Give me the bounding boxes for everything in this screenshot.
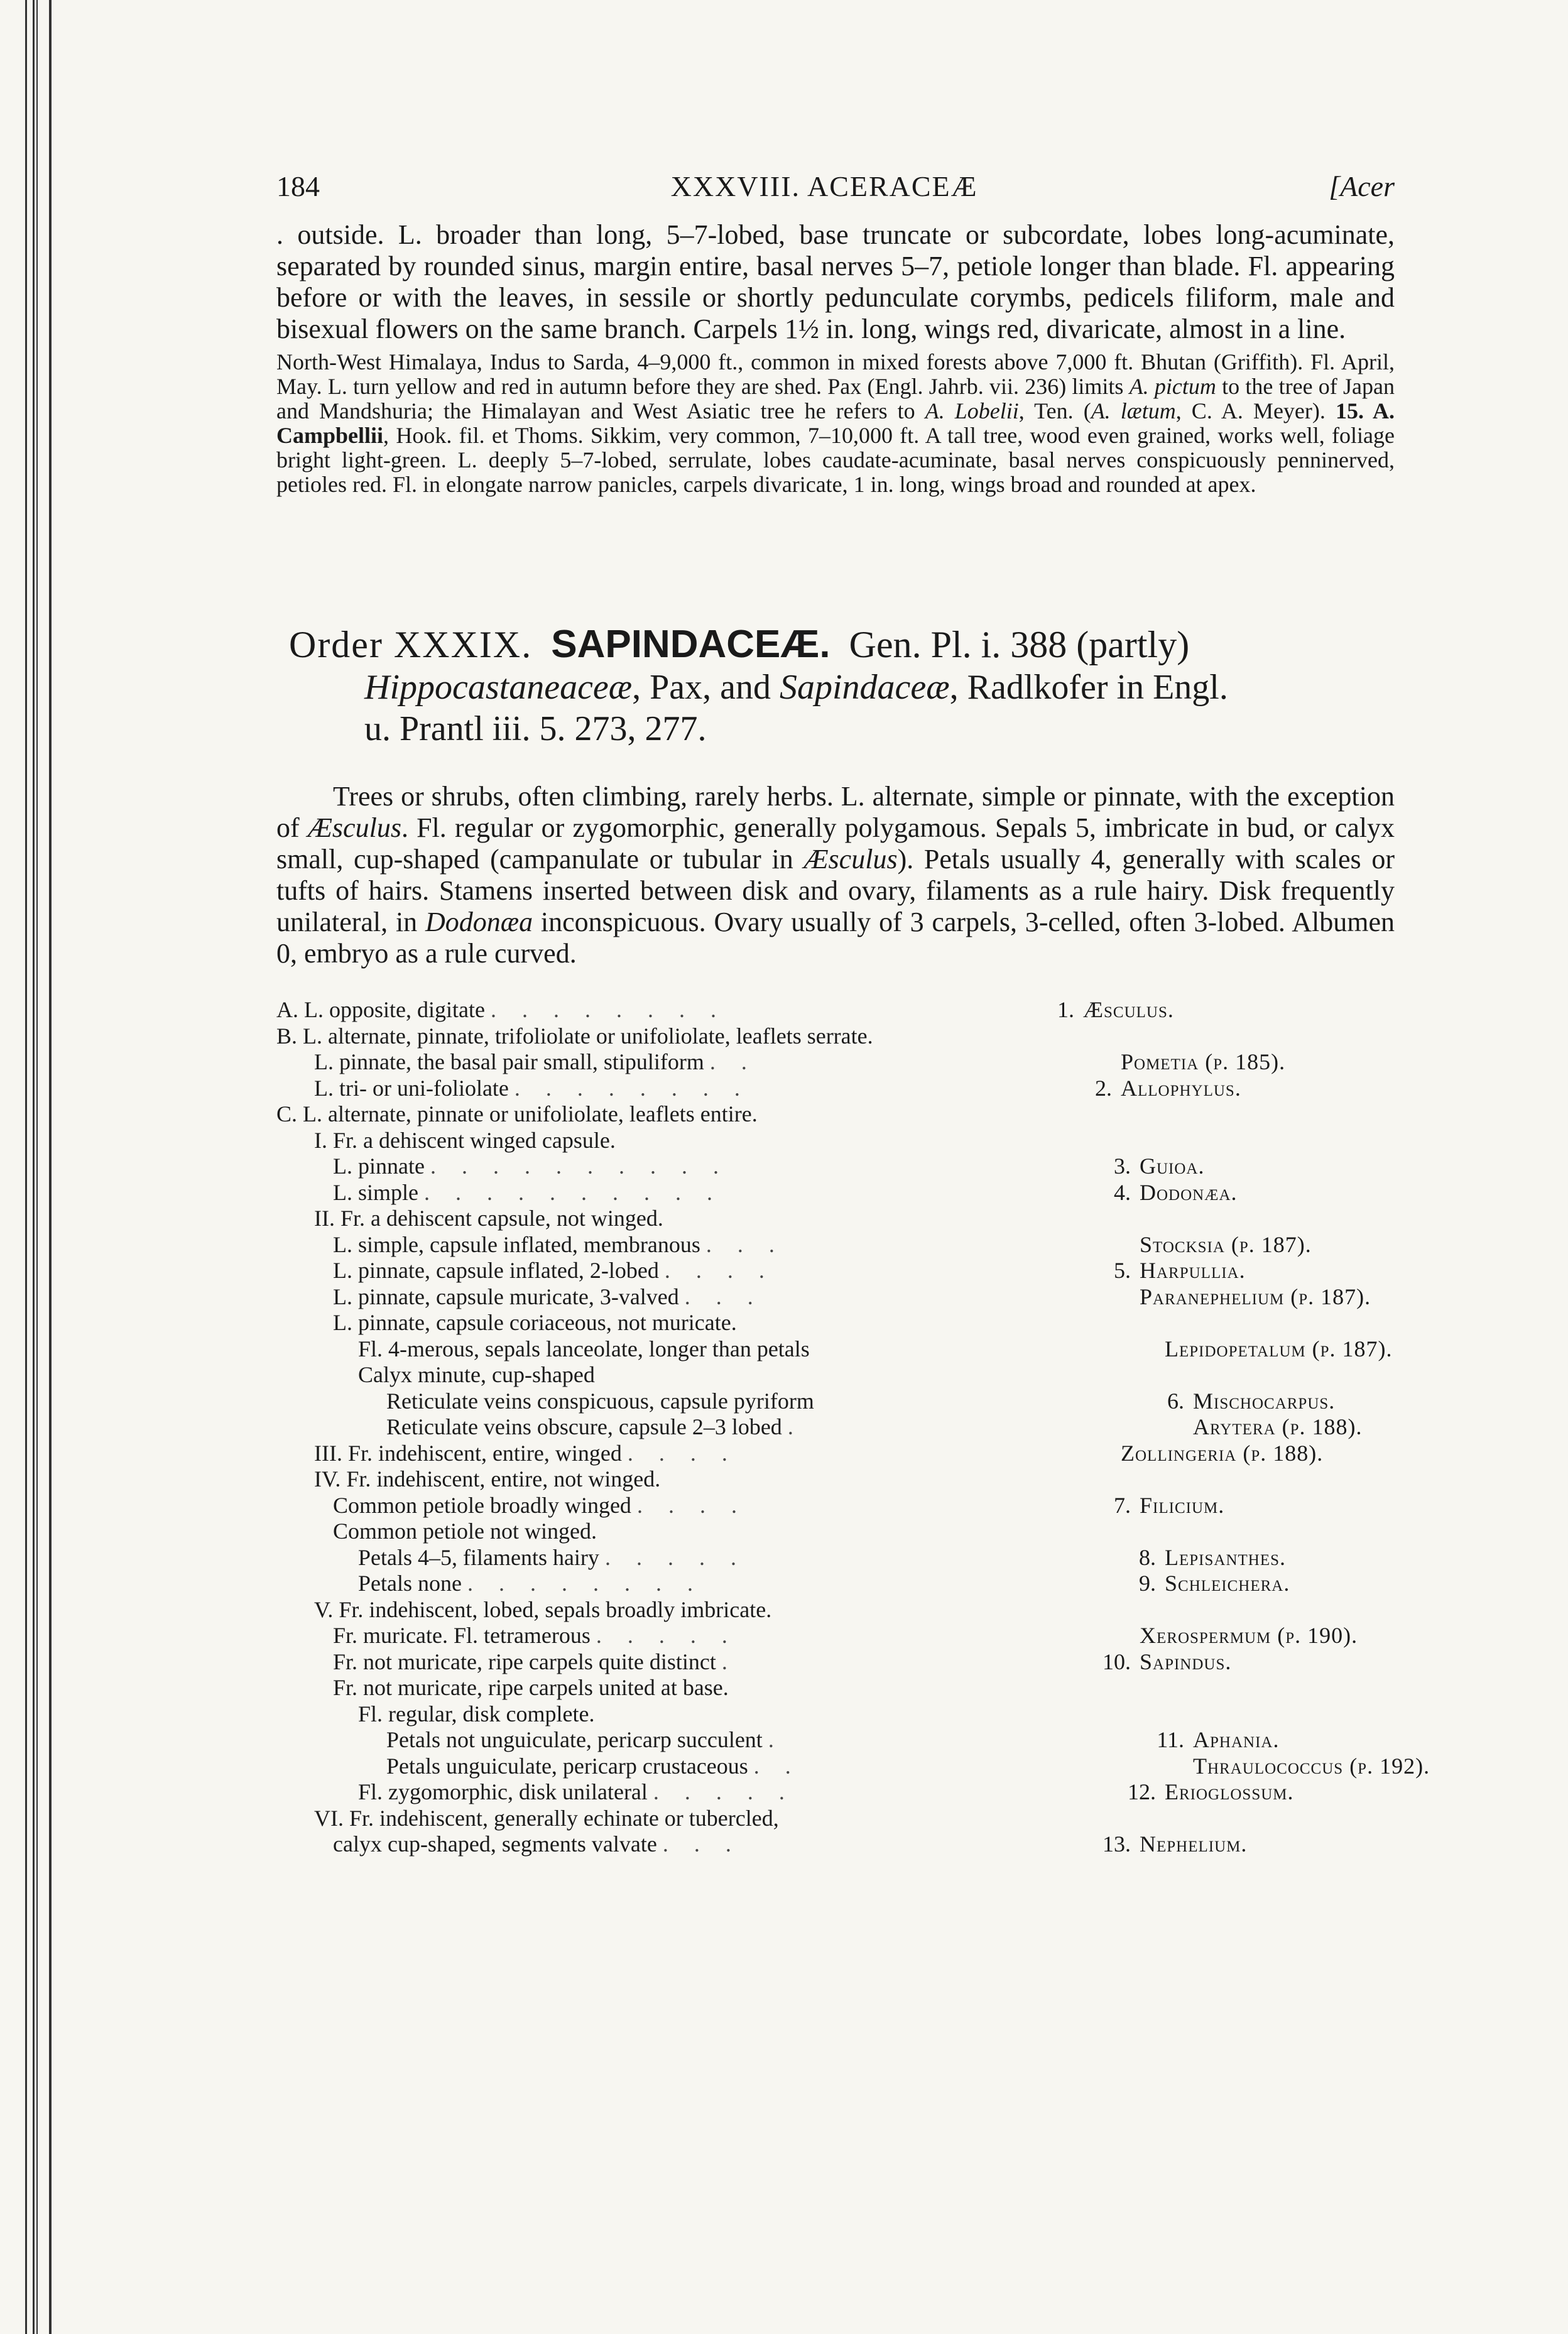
key-row-text: Reticulate veins obscure, capsule 2–3 lobed . <box>386 1414 803 1439</box>
key-row <box>276 1831 1395 1858</box>
key-row-text: Common petiole not winged. <box>333 1519 597 1544</box>
genus-name: Paranephelium (p. 187). <box>1140 1284 1371 1309</box>
order-synonyms: Hippocastaneaceæ, Pax, and Sapindaceæ, Radlkofer in Engl. <box>364 668 1228 707</box>
genus-name: Aphania. <box>1193 1727 1280 1752</box>
key-row-text: L. pinnate, capsule inflated, 2-lobed . . . . <box>333 1258 775 1283</box>
key-row-text: Fr. not muricate, ripe carpels united at base. <box>333 1675 729 1700</box>
genus-number: 9. <box>1139 1571 1156 1596</box>
key-row-text: Petals not unguiculate, pericarp succulent . <box>386 1727 784 1752</box>
key-row-text: IV. Fr. indehiscent, entire, not winged. <box>314 1466 661 1491</box>
key-row-text: L. pinnate, capsule coriaceous, not muricate. <box>333 1310 737 1335</box>
genus-key <box>276 997 1430 1858</box>
genus-number: 11. <box>1157 1727 1184 1752</box>
acer-description: . outside. L. broader than long, 5–7-lobed, base truncate or subcordate, lobes long-acuminate, separated by rounded sinus, margin entire, basal nerves 5–7, petiole longer than blade. Fl. appearing before or with the leaves, in sessile or shortly pedunculate corymbs, pedicels filiform, male and bisexual flowers on the same branch. Carpels 1½ in. long, wings red, divaricate, almost in a line. <box>276 219 1395 344</box>
key-row <box>276 1753 1430 1780</box>
running-header <box>276 170 1395 203</box>
family-name: SAPINDACEÆ. <box>551 623 830 666</box>
leader-dots: . . <box>753 1753 801 1779</box>
key-row-text: calyx cup-shaped, segments valvate . . . <box>333 1831 741 1857</box>
key-row-text: Fl. zygomorphic, disk unilateral . . . . . <box>358 1779 795 1804</box>
key-row-text: L. pinnate, the basal pair small, stipuliform . . <box>314 1049 757 1074</box>
key-row <box>276 1545 1395 1571</box>
page-number: 184 <box>276 170 320 202</box>
genus-name: Lepisanthes. <box>1165 1544 1287 1570</box>
key-row <box>276 1519 1395 1545</box>
key-row <box>276 1623 1395 1649</box>
key-row <box>276 1284 1395 1311</box>
genus-name: Thraulococcus (p. 192). <box>1193 1753 1430 1779</box>
chapter-title: XXXVIII. ACERACEÆ <box>670 170 978 202</box>
genus-name: Lepidopetalum (p. 187). <box>1165 1336 1393 1361</box>
genus-name: Dodonæa. <box>1140 1179 1238 1205</box>
key-row-text: B. L. alternate, pinnate, trifoliolate or unifoliolate, leaflets serrate. <box>276 1023 873 1049</box>
key-row-text: L. pinnate . . . . . . . . . . <box>333 1153 729 1179</box>
genus-name: Harpullia. <box>1140 1258 1246 1283</box>
key-row-text: Calyx minute, cup-shaped <box>358 1362 595 1387</box>
genus-name: Erioglossum. <box>1165 1779 1294 1804</box>
leader-dots: . . . . . . . . . . <box>423 1179 722 1205</box>
key-row <box>276 1076 1395 1102</box>
key-row-text: II. Fr. a dehiscent capsule, not winged. <box>314 1206 663 1231</box>
acer-distribution-notes: North-West Himalaya, Indus to Sarda, 4–9,000 ft., common in mixed forests above 7,000 ft. Bhutan (Griffith). Fl. April, May. L. turn yellow and red in autumn before they are shed. Pax (Engl. Jahrb. vii. 236) limits A. pictum to the tree of Japan and Mandshuria; the Himalayan and West Asiatic tree he refers to A. Lobelii, Ten. (A. lætum, C. A. Meyer). 15. A. Campbellii, Hook. fil. et Thoms. Sikkim, very common, 7–10,000 ft. A tall tree, wood even grained, works well, foliage bright light-green. L. deeply 5–7-lobed, serrulate, lobes caudate-acuminate, basal nerves conspicuously penninerved, petioles red. Fl. in elongate narrow panicles, carpels divaricate, 1 in. long, wings broad and rounded at apex. <box>276 349 1395 497</box>
key-row <box>276 1153 1395 1180</box>
order-citation: u. Prantl iii. 5. 273, 277. <box>364 709 707 748</box>
key-row <box>276 1180 1395 1206</box>
order-heading <box>276 623 1395 750</box>
key-row <box>276 1649 1395 1676</box>
key-row <box>276 1206 1395 1232</box>
genus-name: Æsculus. <box>1083 997 1174 1022</box>
key-row-text: Common petiole broadly winged . . . . <box>333 1492 747 1518</box>
order-reference: Gen. Pl. i. 388 (partly) <box>849 624 1190 665</box>
genus-number: 5. <box>1114 1258 1131 1283</box>
leader-dots: . <box>787 1414 803 1439</box>
leader-dots: . . . . . <box>596 1623 738 1648</box>
genus-number: 1. <box>1057 997 1074 1022</box>
leader-dots: . . . <box>684 1284 763 1309</box>
leader-dots: . . . . . <box>604 1544 746 1570</box>
genus-name: Allophylus. <box>1121 1075 1241 1101</box>
leader-dots: . . <box>709 1049 757 1074</box>
genus-name: Zollingeria (p. 188). <box>1121 1440 1324 1466</box>
key-row <box>276 1362 1395 1388</box>
genus-name: Pometia (p. 185). <box>1121 1049 1286 1074</box>
key-row <box>276 1232 1395 1258</box>
book-page <box>276 170 1430 1858</box>
key-row <box>276 1675 1395 1701</box>
key-row-text: Reticulate veins conspicuous, capsule pyriform <box>386 1388 814 1414</box>
key-row-text: Fr. muricate. Fl. tetramerous . . . . . <box>333 1623 738 1648</box>
key-row <box>276 1779 1395 1806</box>
leader-dots: . <box>721 1649 738 1674</box>
genus-number: 13. <box>1102 1831 1131 1857</box>
key-row-text: Fl. 4-merous, sepals lanceolate, longer than petals <box>358 1336 810 1361</box>
key-row-text: L. tri- or uni-foliolate . . . . . . . . <box>314 1075 750 1101</box>
leader-dots: . . . . <box>627 1440 738 1466</box>
key-row <box>276 1101 1395 1128</box>
leader-dots: . . . <box>662 1831 741 1857</box>
genus-name: Guioa. <box>1140 1153 1205 1179</box>
key-row-text: Petals unguiculate, pericarp crustaceous . . <box>386 1753 801 1779</box>
genus-number: 12. <box>1128 1779 1156 1804</box>
key-row <box>276 1310 1395 1336</box>
leader-dots: . . . . . . . . . . <box>430 1153 729 1179</box>
family-description: Trees or shrubs, often climbing, rarely herbs. L. alternate, simple or pinnate, with the exception of Æsculus. Fl. regular or zygomorphic, generally polygamous. Sepals 5, imbricate in bud, or calyx small, cup-shaped (campanulate or tubular in Æsculus). Petals usually 4, generally with scales or tufts of hairs. Stamens inserted between disk and ovary, filaments as a rule hairy. Disk frequently unilateral, in Dodonæa inconspicuous. Ovary usually of 3 carpels, 3-celled, often 3-lobed. Albumen 0, embryo as a rule curved. <box>276 781 1395 969</box>
genus-number: 3. <box>1114 1153 1131 1179</box>
key-row-text: L. simple . . . . . . . . . . <box>333 1179 722 1205</box>
genus-name: Schleichera. <box>1165 1571 1290 1596</box>
genus-name: Xerospermum (p. 190). <box>1140 1623 1358 1648</box>
leader-dots: . . . . <box>664 1258 775 1283</box>
genus-number: 8. <box>1139 1544 1156 1570</box>
leader-dots: . . . . . . . . <box>490 997 726 1022</box>
key-row <box>276 1441 1395 1467</box>
species-heading: 15. A. Campbellii <box>276 398 1395 448</box>
key-row-text: Fr. not muricate, ripe carpels quite distinct . <box>333 1649 738 1674</box>
key-row-text: III. Fr. indehiscent, entire, winged . . . . <box>314 1440 738 1466</box>
leader-dots: . . . . . . . . <box>467 1571 703 1596</box>
key-row <box>276 1128 1395 1154</box>
genus-name: Mischocarpus. <box>1193 1388 1336 1414</box>
genus-number: 2. <box>1095 1075 1112 1101</box>
key-row <box>276 1727 1395 1753</box>
genus-name: Filicium. <box>1140 1492 1225 1518</box>
key-row <box>276 1493 1395 1519</box>
key-row <box>276 1571 1395 1597</box>
genus-number: 4. <box>1114 1179 1131 1205</box>
key-row <box>276 1023 1395 1050</box>
genus-number: 6. <box>1167 1388 1184 1414</box>
key-row <box>276 1388 1395 1415</box>
key-row-text: I. Fr. a dehiscent winged capsule. <box>314 1127 616 1153</box>
key-row-text: L. simple, capsule inflated, membranous . . . <box>333 1231 785 1257</box>
genus-number: 7. <box>1114 1492 1131 1518</box>
genus-number: 10. <box>1102 1649 1131 1674</box>
key-row-text: V. Fr. indehiscent, lobed, sepals broadly imbricate. <box>314 1596 772 1622</box>
order-label: Order XXXIX. <box>289 624 533 665</box>
key-row <box>276 1258 1395 1284</box>
key-row <box>276 1597 1395 1623</box>
leader-dots: . . . . <box>636 1492 747 1518</box>
leader-dots: . . . <box>705 1231 785 1257</box>
genus-name: Stocksia (p. 187). <box>1140 1231 1312 1257</box>
key-row <box>276 1806 1395 1832</box>
genus-name: Sapindus. <box>1140 1649 1232 1674</box>
running-genus: [Acer <box>1329 170 1395 202</box>
key-row <box>276 1414 1395 1441</box>
leader-dots: . <box>768 1727 784 1752</box>
key-row-text: Fl. regular, disk complete. <box>358 1701 595 1726</box>
key-row-text: VI. Fr. indehiscent, generally echinate or tubercled, <box>314 1805 779 1831</box>
key-row-text: C. L. alternate, pinnate or unifoliolate, leaflets entire. <box>276 1101 758 1126</box>
leader-dots: . . . . . . . . <box>514 1075 750 1101</box>
key-row-text: A. L. opposite, digitate . . . . . . . . <box>276 997 726 1022</box>
key-row-text: Petals none . . . . . . . . <box>358 1571 703 1596</box>
key-row <box>276 1336 1395 1363</box>
genus-name: Arytera (p. 188). <box>1193 1414 1363 1439</box>
key-row <box>276 1466 1395 1493</box>
key-row <box>276 997 1395 1023</box>
genus-name: Nephelium. <box>1140 1831 1248 1857</box>
key-row-text: Petals 4–5, filaments hairy . . . . . <box>358 1544 746 1570</box>
key-row <box>276 1049 1395 1076</box>
book-binding-edge <box>0 0 57 2334</box>
key-row <box>276 1701 1395 1728</box>
key-row-text: L. pinnate, capsule muricate, 3-valved . . . <box>333 1284 763 1309</box>
leader-dots: . . . . . <box>653 1779 795 1804</box>
